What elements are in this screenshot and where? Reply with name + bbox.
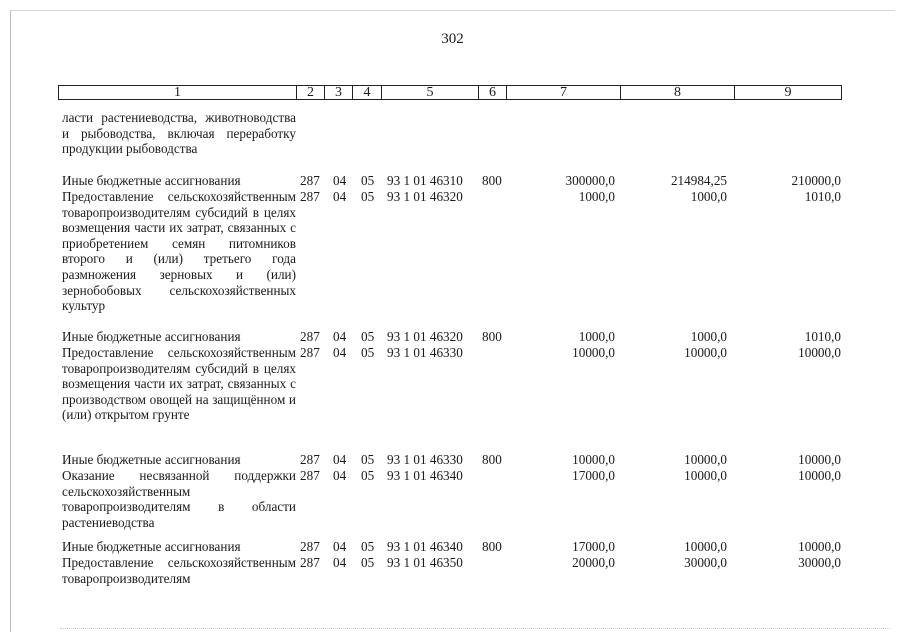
header-col-5: 5 <box>381 85 479 100</box>
cell-csr: 93 1 01 46320 <box>387 329 463 344</box>
cell-col7: 17000,0 <box>572 468 615 483</box>
row-description: Иные бюджетные ассигнования <box>62 452 241 467</box>
row-description: Иные бюджетные ассигнования <box>62 173 241 188</box>
cell-rz: 04 <box>333 555 347 570</box>
cell-rz: 04 <box>333 345 347 360</box>
cell-col9: 1010,0 <box>804 189 841 204</box>
cell-pr: 05 <box>361 539 375 554</box>
header-col-8: 8 <box>620 85 735 100</box>
cell-gr: 287 <box>300 173 320 188</box>
row-description: ласти растениеводства, животноводства и рыбоводства, включая переработку продукции рыбоводства <box>62 110 296 157</box>
row-description: Предоставление сельскохозяйственным товаропроизводителям субсидий в целях возмещения части их затрат, связанных с производством овощей на защищённом и (или) открытом грунте <box>62 345 296 423</box>
cell-csr: 93 1 01 46320 <box>387 189 463 204</box>
cell-gr: 287 <box>300 345 320 360</box>
header-col-3: 3 <box>324 85 353 100</box>
cell-csr: 93 1 01 46340 <box>387 539 463 554</box>
cell-col7: 1000,0 <box>578 329 615 344</box>
cell-col8: 10000,0 <box>684 452 727 467</box>
cell-gr: 287 <box>300 329 320 344</box>
cell-vr: 800 <box>482 173 502 188</box>
cell-col9: 10000,0 <box>798 452 841 467</box>
cell-rz: 04 <box>333 539 347 554</box>
cell-col9: 10000,0 <box>798 345 841 360</box>
cell-pr: 05 <box>361 345 375 360</box>
cell-csr: 93 1 01 46330 <box>387 345 463 360</box>
header-col-2: 2 <box>296 85 325 100</box>
cell-csr: 93 1 01 46350 <box>387 555 463 570</box>
row-description: Предоставление сельскохозяйственным товаропроизводителям <box>62 555 296 586</box>
header-col-7: 7 <box>506 85 621 100</box>
cell-col8: 214984,25 <box>670 173 727 188</box>
cell-gr: 287 <box>300 539 320 554</box>
cell-pr: 05 <box>361 189 375 204</box>
row-description: Иные бюджетные ассигнования <box>62 539 241 554</box>
cell-col7: 17000,0 <box>572 539 615 554</box>
header-col-4: 4 <box>352 85 382 100</box>
cell-gr: 287 <box>300 468 320 483</box>
header-col-9: 9 <box>734 85 842 100</box>
cell-col7: 1000,0 <box>578 189 615 204</box>
cell-col8: 1000,0 <box>690 189 727 204</box>
cell-col8: 30000,0 <box>684 555 727 570</box>
cell-gr: 287 <box>300 189 320 204</box>
cell-rz: 04 <box>333 329 347 344</box>
cell-pr: 05 <box>361 452 375 467</box>
cell-col9: 10000,0 <box>798 468 841 483</box>
cell-pr: 05 <box>361 173 375 188</box>
cell-csr: 93 1 01 46330 <box>387 452 463 467</box>
cell-pr: 05 <box>361 468 375 483</box>
page-number: 302 <box>441 31 464 47</box>
cell-col8: 10000,0 <box>684 468 727 483</box>
cell-col7: 20000,0 <box>572 555 615 570</box>
cell-vr: 800 <box>482 539 502 554</box>
cell-gr: 287 <box>300 452 320 467</box>
cell-col7: 10000,0 <box>572 345 615 360</box>
header-col-6: 6 <box>478 85 507 100</box>
row-description: Иные бюджетные ассигнования <box>62 329 241 344</box>
cell-rz: 04 <box>333 468 347 483</box>
cell-gr: 287 <box>300 555 320 570</box>
row-description: Оказание несвязанной поддержки сельскохозяйственным товаропроизводителям в области растениеводства <box>62 468 296 530</box>
cell-col9: 1010,0 <box>804 329 841 344</box>
cell-col8: 10000,0 <box>684 345 727 360</box>
header-col-1: 1 <box>58 85 297 100</box>
cell-csr: 93 1 01 46310 <box>387 173 463 188</box>
cell-vr: 800 <box>482 452 502 467</box>
cell-pr: 05 <box>361 555 375 570</box>
cell-col8: 10000,0 <box>684 539 727 554</box>
cell-rz: 04 <box>333 173 347 188</box>
cell-rz: 04 <box>333 452 347 467</box>
cell-col9: 210000,0 <box>791 173 841 188</box>
cell-col7: 300000,0 <box>565 173 615 188</box>
cell-col9: 30000,0 <box>798 555 841 570</box>
cell-csr: 93 1 01 46340 <box>387 468 463 483</box>
cell-vr: 800 <box>482 329 502 344</box>
cell-pr: 05 <box>361 329 375 344</box>
row-description: Предоставление сельскохозяйственным товаропроизводителям субсидий в целях возмещения части их затрат, связанных с приобретением семян питомников второго и (или) третьего года размножения зерновых и (или) зернобобовых сельскохозяйственных культур <box>62 189 296 314</box>
cell-col8: 1000,0 <box>690 329 727 344</box>
footer-rule <box>60 628 890 629</box>
cell-col9: 10000,0 <box>798 539 841 554</box>
cell-rz: 04 <box>333 189 347 204</box>
cell-col7: 10000,0 <box>572 452 615 467</box>
